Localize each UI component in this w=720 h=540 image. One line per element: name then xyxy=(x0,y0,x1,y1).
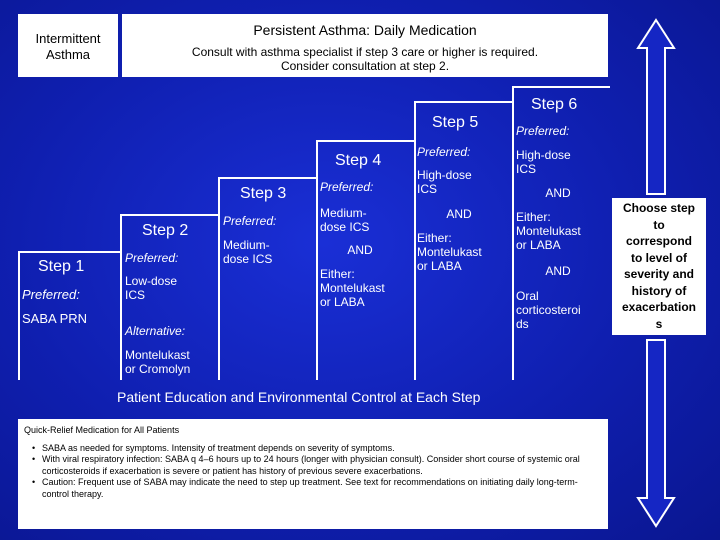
quick-relief-heading: Quick-Relief Medication for All Patients xyxy=(24,425,180,435)
step4-title: Step 4 xyxy=(335,152,382,169)
step2-alt-med: Montelukast or Cromolyn xyxy=(125,348,191,376)
intermittent-asthma-title: Intermittent Asthma xyxy=(35,31,101,62)
step3-preferred: Preferred: xyxy=(223,214,277,228)
step6-and-2: AND xyxy=(545,264,571,278)
intermittent-asthma-box xyxy=(18,14,118,77)
side-note-text: Choose step to correspond to level of severity and history of exacerbation s xyxy=(621,201,697,331)
step5-title: Step 5 xyxy=(432,114,479,131)
step6-oral: Oral corticosteroi ds xyxy=(516,289,581,331)
step2-alternative: Alternative: xyxy=(125,324,186,338)
step4-and: AND xyxy=(347,243,373,257)
persistent-asthma-title: Persistent Asthma: Daily Medication xyxy=(253,22,477,38)
quick-relief-bullet: • Caution: Frequent use of SABA may indicate the need to step up treatment. See text for recommendations on initiating daily long-term-control therapy. xyxy=(42,477,600,500)
step4-preferred: Preferred: xyxy=(320,180,374,194)
quick-relief-list xyxy=(32,443,600,501)
step4-med: Medium- dose ICS xyxy=(320,206,370,234)
step6-med: High-dose ICS xyxy=(516,148,571,176)
down-arrow-icon xyxy=(636,338,676,528)
step6-either: Either: Montelukast or LABA xyxy=(516,210,581,252)
quick-relief-box xyxy=(18,419,608,529)
step5-either: Either: Montelukast or LABA xyxy=(417,231,482,273)
step3-med: Medium- dose ICS xyxy=(223,238,273,266)
step6-preferred: Preferred: xyxy=(516,124,570,138)
education-banner: Patient Education and Environmental Control at Each Step xyxy=(117,389,481,405)
side-note-box xyxy=(612,198,706,335)
step2-preferred: Preferred: xyxy=(125,251,179,265)
step6-title: Step 6 xyxy=(531,96,578,113)
quick-relief-bullet: • SABA as needed for symptoms. Intensity of treatment depends on severity of symptoms. xyxy=(42,443,600,455)
persistent-asthma-box xyxy=(122,14,608,77)
step3-stair xyxy=(218,177,318,380)
step5-med: High-dose ICS xyxy=(417,168,472,196)
step6-and-1: AND xyxy=(545,186,571,200)
step4-stair xyxy=(316,140,416,380)
persistent-asthma-subtitle-1: Consult with asthma specialist if step 3 care or higher is required. xyxy=(191,45,539,59)
step3-title: Step 3 xyxy=(240,185,287,202)
step2-med: Low-dose ICS xyxy=(125,274,178,302)
step4-either: Either: Montelukast or LABA xyxy=(320,267,385,309)
step2-title: Step 2 xyxy=(142,222,189,239)
step5-and: AND xyxy=(446,207,472,221)
persistent-asthma-subtitle-2: Consider consultation at step 2. xyxy=(280,59,450,73)
step5-preferred: Preferred: xyxy=(417,145,471,159)
step1-preferred: Preferred: xyxy=(22,287,80,302)
step1-med: SABA PRN xyxy=(22,311,88,326)
step1-title: Step 1 xyxy=(38,258,85,275)
quick-relief-bullet: • With viral respiratory infection: SABA q 4–6 hours up to 24 hours (longer with physician consult). Consider short course of systemic oral corticosteroids if exacerbation is severe or patient has history of previous severe exacerbations. xyxy=(42,454,600,477)
up-arrow-icon xyxy=(636,18,676,196)
